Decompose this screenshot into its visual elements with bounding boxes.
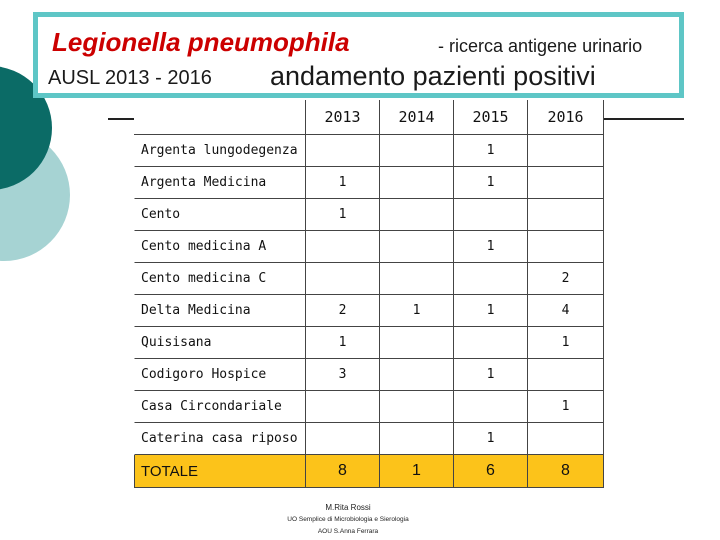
count-cell [454,391,528,423]
count-cell: 1 [306,327,380,359]
table-row [134,199,604,231]
count-cell [306,231,380,263]
table-row [134,167,604,199]
header-rule-left [108,118,134,120]
title-org-period: AUSL 2013 - 2016 [48,67,212,89]
count-cell: 2 [528,263,604,295]
count-cell: 1 [454,135,528,167]
total-cell: 8 [306,455,380,488]
footer-unit: UO Semplice di Microbiologia e Sierologia [287,516,409,523]
count-cell: 1 [454,359,528,391]
count-cell [528,423,604,455]
count-cell [528,135,604,167]
count-cell: 1 [380,295,454,327]
count-cell [306,391,380,423]
count-cell [380,167,454,199]
count-cell [528,231,604,263]
count-cell [528,359,604,391]
table-row [134,231,604,263]
count-cell [528,167,604,199]
count-cell: 1 [528,391,604,423]
count-cell [380,327,454,359]
count-cell [380,359,454,391]
table-row [134,423,604,455]
count-cell [380,263,454,295]
year-header: 2014 [380,100,454,135]
count-cell [380,135,454,167]
count-cell: 1 [454,231,528,263]
table-row [134,359,604,391]
table-header-row [134,100,604,135]
row-label: Codigoro Hospice [134,359,306,391]
total-label: TOTALE [134,455,306,488]
year-header: 2016 [528,100,604,135]
count-cell: 2 [306,295,380,327]
table-row [134,391,604,423]
count-cell: 4 [528,295,604,327]
count-cell: 3 [306,359,380,391]
count-cell [380,199,454,231]
table-row [134,263,604,295]
count-cell [380,423,454,455]
table-row [134,295,604,327]
title-species: Legionella pneumophila [52,27,350,57]
count-cell [454,263,528,295]
table-row [134,327,604,359]
row-label: Cento medicina A [134,231,306,263]
footer-hospital: AOU S.Anna Ferrara [317,528,379,535]
row-label: Quisisana [134,327,306,359]
total-cell: 6 [454,455,528,488]
count-cell: 1 [454,295,528,327]
count-cell: 1 [454,167,528,199]
table-row [134,135,604,167]
count-cell [306,135,380,167]
footer [278,502,418,538]
count-cell: 1 [306,167,380,199]
footer-name: M.Rita Rossi [325,503,371,512]
count-cell [454,327,528,359]
count-cell [528,199,604,231]
count-cell: 1 [306,199,380,231]
count-cell [454,199,528,231]
title-test: - ricerca antigene urinario [438,36,643,56]
count-cell [380,231,454,263]
row-label: Casa Circondariale [134,391,306,423]
total-row [134,455,604,488]
count-cell [380,391,454,423]
row-label: Delta Medicina [134,295,306,327]
count-cell [306,423,380,455]
title-subtitle: andamento pazienti positivi [270,61,596,91]
row-label: Cento medicina C [134,263,306,295]
header-label-cell [134,100,306,135]
row-label: Argenta lungodegenza [134,135,306,167]
row-label: Argenta Medicina [134,167,306,199]
total-cell: 8 [528,455,604,488]
row-label: Caterina casa riposo [134,423,306,455]
row-label: Cento [134,199,306,231]
positives-table [134,100,604,488]
year-header: 2013 [306,100,380,135]
year-header: 2015 [454,100,528,135]
count-cell [306,263,380,295]
count-cell: 1 [528,327,604,359]
total-cell: 1 [380,455,454,488]
title-box [33,12,684,98]
count-cell: 1 [454,423,528,455]
header-rule-right [604,118,684,120]
